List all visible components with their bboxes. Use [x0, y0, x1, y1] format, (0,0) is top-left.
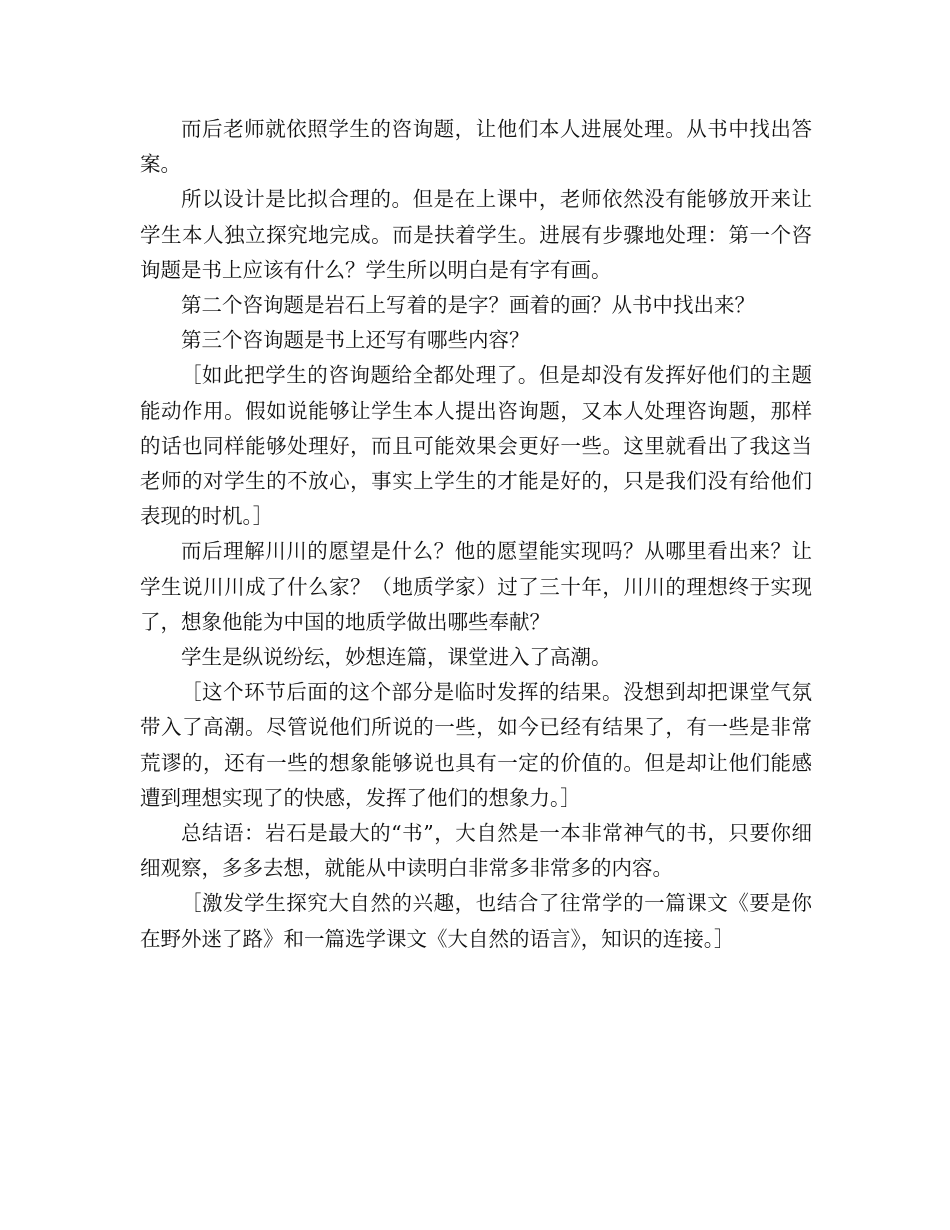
paragraph: 学生是纵说纷纭，妙想连篇，课堂进入了高潮。 [181, 645, 612, 670]
paragraph: 第二个咨询题是岩石上写着的是字？画着的画？从书中找出来？ [181, 293, 755, 318]
paragraph: 总结语：岩石是最大的“书”，大自然是一本非常神气的书，只要你细细观察，多多去想，就能从中读明白非常多非常多的内容。 [140, 821, 812, 881]
paragraph: 所以设计是比拟合理的。但是在上课中，老师依然没有能够放开来让学生本人独立探究地完成。而是扶着学生。进展有步骤地处理：第一个咨询题是书上应该有什么？学生所以明白是有字有画。 [140, 187, 812, 282]
paragraph: ［这个环节后面的这个部分是临时发挥的结果。没想到却把课堂气氛带入了高潮。尽管说他们所说的一些，如今已经有结果了，有一些是非常荒谬的，还有一些的想象能够说也具有一定的价值的。但是却让他们能感遭到理想实现了的快感，发挥了他们的想象力。］ [140, 680, 812, 810]
paragraph: ［激发学生探究大自然的兴趣，也结合了往常学的一篇课文《要是你在野外迷了路》和一篇选学课文《大自然的语言》，知识的连接。］ [140, 891, 812, 951]
paragraph: 第三个咨询题是书上还写有哪些内容？ [181, 328, 530, 353]
document-body [140, 112, 812, 957]
paragraph: 而后理解川川的愿望是什么？他的愿望能实现吗？从哪里看出来？让学生说川川成了什么家？（地质学家）过了三十年，川川的理想终于实现了，想象他能为中国的地质学做出哪些奉献？ [140, 539, 812, 634]
paragraph: 而后老师就依照学生的咨询题，让他们本人进展处理。从书中找出答案。 [140, 117, 812, 177]
paragraph: ［如此把学生的咨询题给全都处理了。但是却没有发挥好他们的主题能动作用。假如说能够让学生本人提出咨询题，又本人处理咨询题，那样的话也同样能够处理好，而且可能效果会更好一些。这里就看出了我这当老师的对学生的不放心，事实上学生的才能是好的，只是我们没有给他们表现的时机。］ [140, 363, 812, 529]
